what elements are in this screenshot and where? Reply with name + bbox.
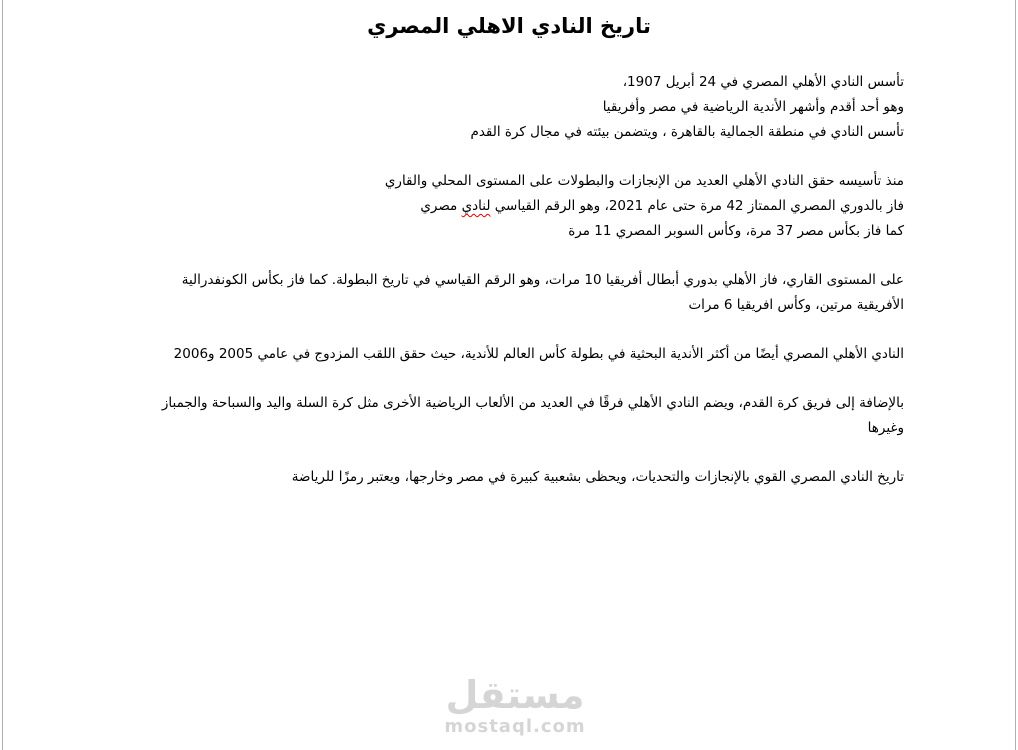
paragraph-continental-titles[interactable] — [138, 268, 904, 318]
text-line[interactable]: وهو أحد أقدم وأشهر الأندية الرياضية في مصر وأفريقيا — [602, 99, 904, 115]
spellcheck-flagged-word[interactable]: لنادي — [461, 198, 491, 214]
text-line[interactable]: تاريخ النادي المصري القوي بالإنجازات والتحديات، ويحظى بشعبية كبيرة في مصر وخارجها، ويعتبر رمزًا للرياضة — [291, 469, 904, 485]
page-left-edge — [2, 0, 3, 750]
text-segment: فاز بالدوري المصري الممتاز 42 مرة حتى عام 2021، وهو الرقم القياسي — [494, 198, 904, 214]
text-line[interactable]: كما فاز بكأس مصر 37 مرة، وكأس السوبر المصري 11 مرة — [568, 223, 904, 239]
paragraph-conclusion[interactable] — [218, 465, 904, 490]
text-line[interactable]: النادي الأهلي المصري أيضًا من أكثر الأندية البحثية في بطولة كأس العالم للأندية، حيث حقق اللقب المزدوج في عامي 2005 و2006 — [173, 346, 904, 362]
document-title[interactable]: تاريخ النادي الاهلي المصري — [367, 14, 651, 38]
paragraph-other-sports[interactable] — [138, 391, 904, 441]
text-line[interactable]: بالإضافة إلى فريق كرة القدم، ويضم النادي الأهلي فرقًا في العديد من الألعاب الرياضية الأخرى مثل كرة السلة واليد والسباحة والجمباز وغيرها — [161, 395, 904, 436]
text-segment: مصري — [420, 198, 458, 214]
text-line[interactable]: منذ تأسيسه حقق النادي الأهلي العديد من الإنجازات والبطولات على المستوى المحلي والقاري — [384, 173, 904, 189]
text-line[interactable]: على المستوى القاري، فاز الأهلي بدوري أبطال أفريقيا 10 مرات، وهو الرقم القياسي في تاريخ البطولة. كما فاز بكأس الكونفدرالية الأفريقية مرتين، وكأس افريقيا 6 مرات — [181, 272, 904, 313]
mostaql-watermark — [440, 672, 590, 742]
page-right-edge — [1015, 0, 1016, 750]
paragraph-founding[interactable] — [218, 70, 904, 145]
paragraph-local-titles[interactable] — [218, 169, 904, 244]
paragraph-club-world-cup[interactable] — [138, 342, 904, 367]
text-line[interactable] — [218, 194, 904, 219]
watermark-latin-logo: mostaql.com — [444, 716, 586, 737]
text-line[interactable]: تأسس النادي الأهلي المصري في 24 أبريل 1907، — [622, 74, 904, 90]
document-body[interactable] — [161, 70, 904, 514]
watermark-arabic-logo: مستقل — [445, 673, 585, 717]
text-line[interactable]: تأسس النادي في منطقة الجمالية بالقاهرة ، ويتضمن بيئته في مجال كرة القدم — [470, 124, 904, 140]
